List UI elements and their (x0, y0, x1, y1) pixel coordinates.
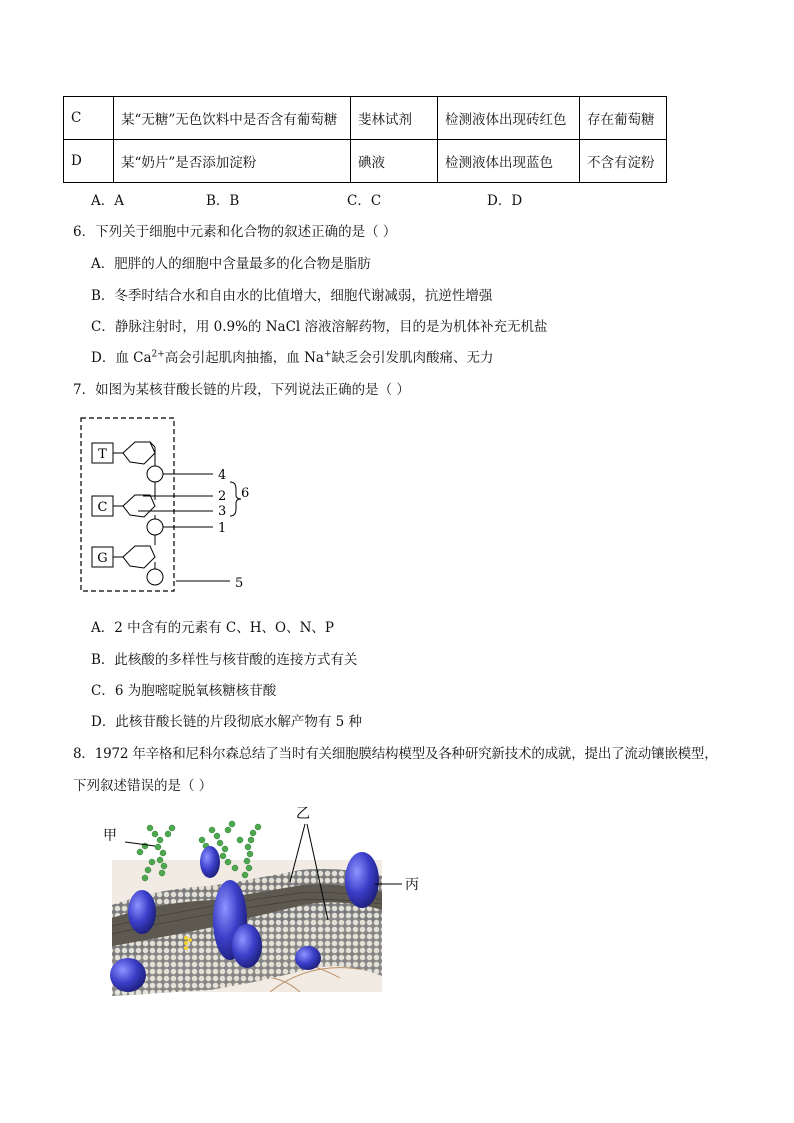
reagent-cell: 碘液 (351, 140, 438, 183)
membrane-protein (200, 846, 220, 878)
q6-option-b[interactable]: B．冬季时结合水和自由水的比值增大，细胞代谢减弱，抗逆性增强 (91, 288, 493, 304)
result-cell: 检测液体出现砖红色 (438, 97, 580, 140)
label-5: 5 (235, 576, 244, 591)
membrane-protein (128, 890, 156, 934)
conclusion-cell: 存在葡萄糖 (580, 97, 667, 140)
membrane-protein (232, 924, 262, 968)
membrane-protein (345, 852, 379, 908)
q5-option-b[interactable]: B．B (206, 193, 240, 209)
q7-option-a[interactable]: A．2 中含有的元素有 C、H、O、N、P (91, 620, 334, 636)
base-t: T (98, 447, 107, 462)
q5-option-a[interactable]: A．A (91, 193, 124, 209)
label-4: 4 (218, 468, 227, 483)
q8-stem-line1: 8．1972 年辛格和尼科尔森总结了当时有关细胞膜结构模型及各种研究新技术的成就，提出了流动镶嵌模型， (73, 746, 718, 762)
label-3: 3 (218, 504, 227, 519)
base-c: C (97, 500, 108, 515)
label-bing: 丙 (405, 877, 419, 893)
base-g: G (97, 551, 108, 566)
q5-option-d[interactable]: D．D (487, 193, 523, 209)
q6-d-text: D．血 Ca (91, 350, 152, 366)
q6-stem: 6．下列关于细胞中元素和化合物的叙述正确的是（ ） (73, 224, 397, 240)
q7-option-c[interactable]: C．6 为胞嘧啶脱氧核糖核苷酸 (91, 683, 277, 699)
ion-charge: + (323, 349, 332, 360)
experiment-table (63, 96, 667, 183)
label-yi: 乙 (296, 806, 310, 822)
reagent-cell: 斐林试剂 (351, 97, 438, 140)
q5-option-c[interactable]: C．C (347, 193, 382, 209)
membrane-protein (110, 958, 146, 992)
label-jia: 甲 (103, 828, 117, 844)
row-label: D (64, 140, 114, 183)
q6-option-d[interactable] (91, 346, 493, 366)
q7-stem: 7．如图为某核苷酸长链的片段，下列说法正确的是（ ） (73, 382, 410, 398)
row-label: C (64, 97, 114, 140)
fluid-mosaic-membrane-figure (100, 800, 430, 996)
ion-charge: 2+ (151, 349, 165, 360)
q8-stem-line2: 下列叙述错误的是（ ） (73, 778, 213, 794)
experiment-cell: 某“无糖”无色饮料中是否含有葡萄糖 (114, 97, 351, 140)
experiment-cell: 某“奶片”是否添加淀粉 (114, 140, 351, 183)
conclusion-cell: 不含有淀粉 (580, 140, 667, 183)
nucleotide-chain-diagram (78, 415, 278, 595)
q6-option-a[interactable]: A．肥胖的人的细胞中含量最多的化合物是脂肪 (91, 256, 371, 272)
result-cell: 检测液体出现蓝色 (438, 140, 580, 183)
q7-option-d[interactable]: D．此核苷酸长链的片段彻底水解产物有 5 种 (91, 714, 362, 730)
q6-option-c[interactable]: C．静脉注射时，用 0.9%的 NaCl 溶液溶解药物，目的是为机体补充无机盐 (91, 319, 548, 335)
table-row (64, 140, 667, 183)
label-2: 2 (218, 489, 227, 504)
q7-option-b[interactable]: B．此核酸的多样性与核苷酸的连接方式有关 (91, 652, 358, 668)
label-1: 1 (218, 521, 227, 536)
label-6: 6 (241, 486, 250, 501)
membrane-protein (295, 946, 321, 970)
q6-d-text: 高会引起肌肉抽搐，血 Na (164, 350, 324, 366)
q6-d-text: 缺乏会引发肌肉酸痛、无力 (331, 350, 494, 366)
table-row (64, 97, 667, 140)
